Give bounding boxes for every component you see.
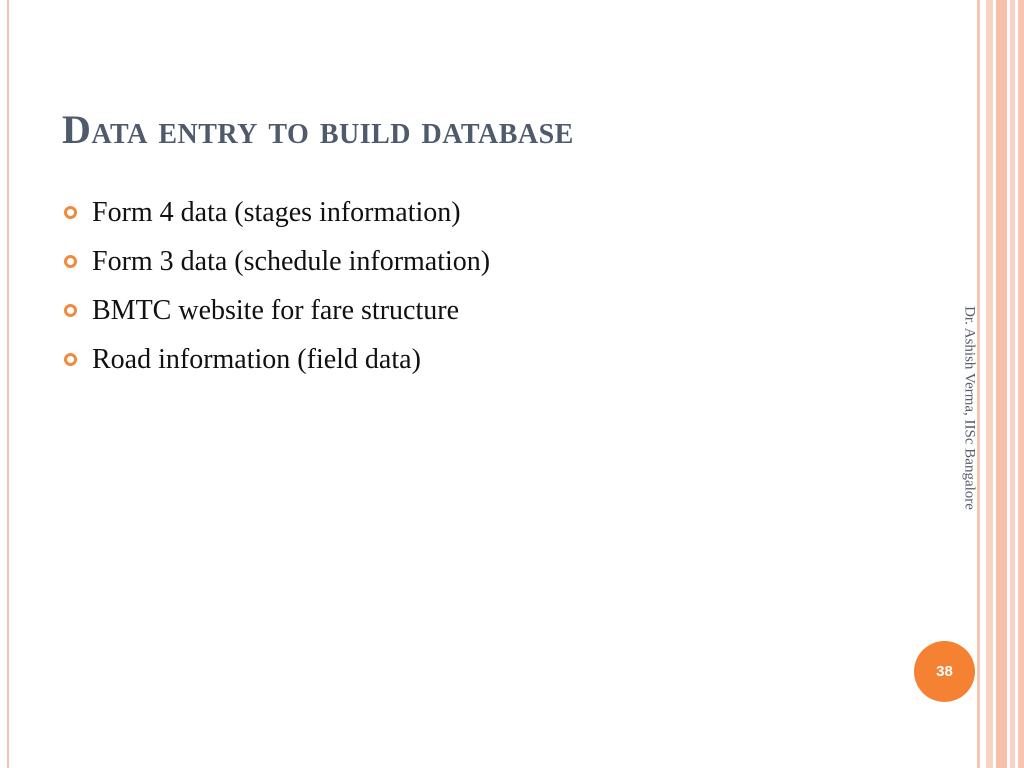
right-stripe [1018,0,1024,768]
bullet-item [64,286,490,335]
ring-bullet-icon [64,206,77,219]
bullet-text: Form 4 data (stages information) [92,196,461,228]
bullet-item [64,188,490,237]
bullet-item [64,335,490,384]
bullet-text: Road information (field data) [92,343,421,375]
bullet-list [64,188,490,384]
right-stripe [986,0,993,768]
page-number-badge [914,641,975,702]
ring-bullet-icon [64,304,77,317]
left-border-line [7,0,9,768]
page-number: 38 [936,663,953,680]
footer-author: Dr. Ashish Verma, IISc Bangalore [961,306,978,510]
right-stripe [1010,0,1015,768]
bullet-item [64,237,490,286]
ring-bullet-icon [64,353,77,366]
bullet-text: Form 3 data (schedule information) [92,245,491,277]
slide-title: Data entry to build database [62,107,574,152]
bullet-text: BMTC website for fare structure [92,294,459,326]
right-stripe [996,0,1007,768]
ring-bullet-icon [64,255,77,268]
